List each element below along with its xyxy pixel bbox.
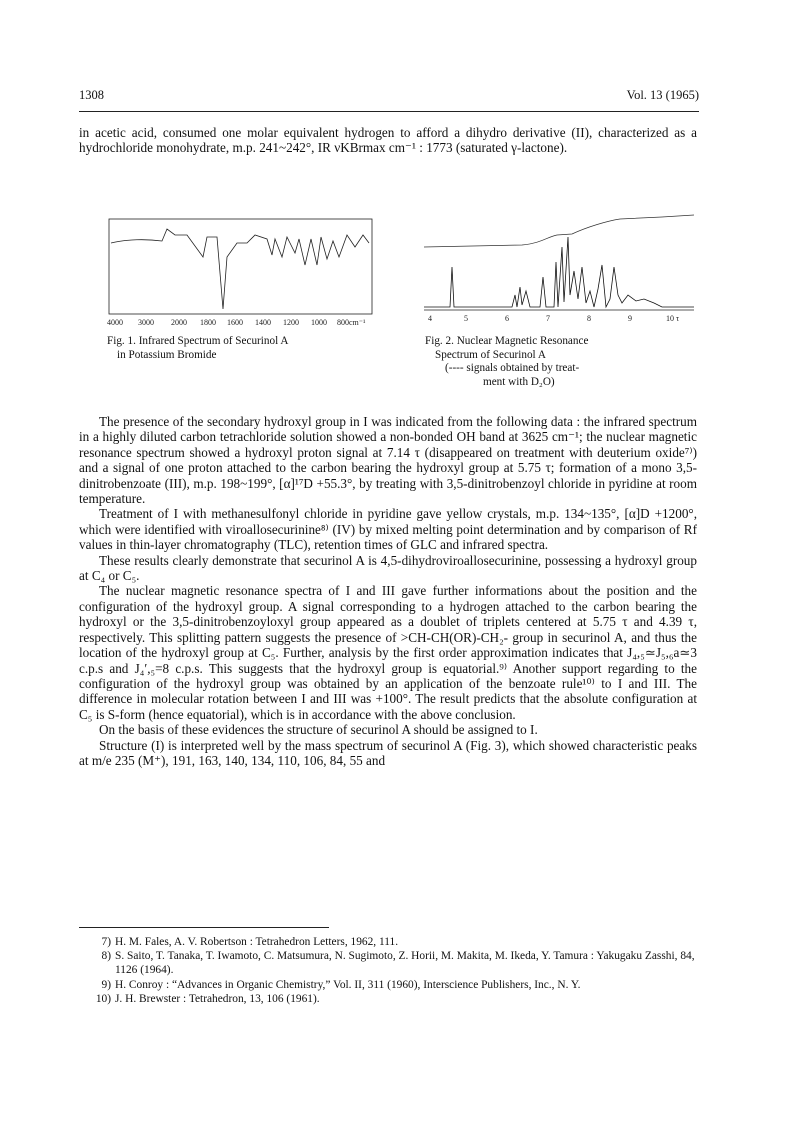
figure-2-nmr-spectrum <box>422 207 697 327</box>
paragraph-2: Treatment of I with methanesulfonyl chloride in pyridine gave yellow crystals, m.p. 134~135°, [α]D +1200°, which were identified with viroallosecurinine⁸⁾ (IV) by mixed melting point determination and by comparison of Rf values in thin-layer chromatography (TLC), retention times of GLC and infrared spectra. <box>79 506 697 553</box>
reference-text: S. Saito, T. Tanaka, T. Iwamoto, C. Matsumura, N. Sugimoto, Z. Horii, M. Makita, M. Ikeda, Y. Tamura : Yakugaku Zasshi, 84, 1126 (1964). <box>115 950 695 977</box>
ir-tick-1600: 1600 <box>227 318 243 327</box>
reference-number: 9) <box>101 978 111 991</box>
figures-row <box>79 207 699 407</box>
nmr-tick-7: 7 <box>546 314 550 323</box>
ir-tick-1200: 1200 <box>283 318 299 327</box>
ir-spectrum-plot <box>107 217 382 332</box>
reference-item <box>79 992 699 1006</box>
figure-1-caption-line-2: in Potassium Bromide <box>117 348 217 361</box>
ir-tick-4000: 4000 <box>107 318 123 327</box>
paragraph-1: The presence of the secondary hydroxyl group in I was indicated from the following data : the infrared spectrum in a highly diluted carbon tetrachloride solution showed a non-bonded OH band at 3625 cm⁻¹; the nuclear magnetic resonance spectrum showed a hydroxyl proton signal at 7.14 τ (disappeared on treatment with deuterium oxide⁷⁾) and a signal of one proton attached to the carbon bearing the hydroxyl group at 5.75 τ; formation of a mono 3,5-dinitrobenzoate (III), m.p. 198~199°, [α]¹⁷D +55.3°, by treating with 3,5-dinitrobenzoyl chloride in pyridine at room temperature. <box>79 414 697 507</box>
intro-paragraph: in acetic acid, consumed one molar equivalent hydrogen to afford a dihydro derivative (II), characterized as a hydrochloride monohydrate, m.p. 241~242°, IR νKBrmax cm⁻¹ : 1773 (saturated γ-lactone). <box>79 125 697 156</box>
figure-1-caption <box>107 335 382 362</box>
ir-tick-800: 800cm⁻¹ <box>337 318 366 327</box>
figure-2-caption-line-3: (---- signals obtained by treat- <box>445 362 580 374</box>
nmr-tick-8: 8 <box>587 314 591 323</box>
ir-tick-1400: 1400 <box>255 318 271 327</box>
paragraph-4: The nuclear magnetic resonance spectra of I and III gave further informations about the position and the configuration of the hydroxyl group. A signal corresponding to a hydrogen attached to the carbon bearing the hydroxyl or the 3,5-dinitrobenzoyloxyl group appeared as a doublet of triplets centered at 5.75 τ and 4.39 τ, respectively. This splitting pattern suggests the presence of >CH-CH(OR)-CH₂- group in securinol A, and thus the location of the hydroxyl group at C₅. Further, analysis by the first order approximation indicates that J₄,₅≃J₅,₆a≃3 c.p.s and J₄′,₅=8 c.p.s. This suggests that the hydroxyl group is equatorial.⁹⁾ Another support regarding to the configuration of the hydroxyl group was obtained by an application of the benzoate rule¹⁰⁾ to I and III. The difference in molecular rotation between I and III was +100°. The result predicts that the absolute configuration at C₅ is S-form (hence equatorial), which is in accordance with the above conclusion. <box>79 583 697 722</box>
page-header <box>79 88 699 108</box>
ir-axis-tick-labels <box>107 318 366 327</box>
reference-number: 10) <box>95 992 111 1005</box>
ir-tick-2000: 2000 <box>171 318 187 327</box>
reference-number: 7) <box>101 936 111 948</box>
reference-item <box>79 978 699 992</box>
volume-label: Vol. 13 (1965) <box>626 88 699 102</box>
nmr-axis-tick-labels <box>428 314 680 323</box>
ir-tick-1000: 1000 <box>311 318 327 327</box>
reference-text: J. H. Brewster : Tetrahedron, 13, 106 (1961). <box>115 992 320 1005</box>
paragraph-5: On the basis of these evidences the structure of securinol A should be assigned to I. <box>99 722 538 738</box>
reference-text: H. M. Fales, A. V. Robertson : Tetrahedron Letters, 1962, 111. <box>115 936 399 948</box>
references <box>79 935 699 1006</box>
nmr-spectrum-plot <box>422 207 697 327</box>
reference-item <box>79 949 699 977</box>
nmr-tick-9: 9 <box>628 314 632 323</box>
main-text <box>79 414 697 768</box>
figure-2-caption-line-1: Fig. 2. Nuclear Magnetic Resonance <box>425 335 589 347</box>
figure-1-caption-line-1: Fig. 1. Infrared Spectrum of Securinol A <box>107 335 289 347</box>
reference-text: H. Conroy : “Advances in Organic Chemistry,” Vol. II, 311 (1960), Interscience Publishers, Inc., N. Y. <box>115 978 581 991</box>
figure-2-caption-line-4: ment with D₂O) <box>483 375 555 388</box>
figure-1-ir-spectrum <box>107 217 382 332</box>
footnote-rule <box>79 927 329 928</box>
figure-2-caption-line-2: Spectrum of Securinol A <box>435 348 546 361</box>
nmr-tick-10: 10 τ <box>666 314 680 323</box>
paragraph-3: These results clearly demonstrate that securinol A is 4,5-dihydroviroallosecurinine, possessing a hydroxyl group at C₄ or C₅. <box>79 552 697 584</box>
reference-item <box>79 935 699 949</box>
header-rule <box>79 111 699 112</box>
nmr-tick-5: 5 <box>464 314 468 323</box>
figure-2-caption <box>425 335 700 389</box>
ir-tick-3000: 3000 <box>138 318 154 327</box>
nmr-tick-6: 6 <box>505 314 509 323</box>
page-number: 1308 <box>79 88 104 102</box>
paragraph-6: Structure (I) is interpreted well by the mass spectrum of securinol A (Fig. 3), which showed characteristic peaks at m/e 235 (M⁺), 191, 163, 140, 134, 110, 106, 84, 55 and <box>79 737 697 768</box>
nmr-tick-4: 4 <box>428 314 432 323</box>
ir-tick-1800: 1800 <box>200 318 216 327</box>
reference-number: 8) <box>101 950 111 963</box>
